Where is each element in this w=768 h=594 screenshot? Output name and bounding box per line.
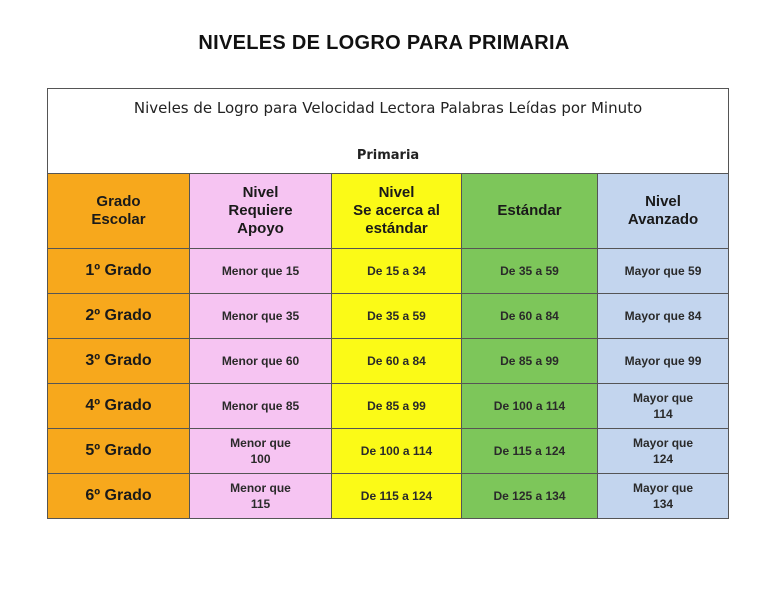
- header-avanzado: [598, 174, 729, 249]
- table-row: [48, 474, 729, 519]
- apoyo-cell: [190, 474, 332, 519]
- header-line: Estándar: [497, 202, 562, 219]
- cell-line: 124: [653, 452, 674, 466]
- table-subcaption: Primaria: [356, 148, 420, 163]
- levels-table: [47, 88, 729, 519]
- acerca-cell: De 35 a 59: [332, 294, 462, 339]
- header-grado-escolar: [48, 174, 190, 249]
- table-row: [48, 249, 729, 294]
- cell-line: Mayor que: [633, 481, 694, 495]
- header-line: Nivel: [645, 193, 681, 210]
- cell-line: 114: [653, 407, 673, 421]
- grade-cell: 4º Grado: [48, 384, 190, 429]
- cell-line: Mayor que: [633, 436, 694, 450]
- table-row: [48, 384, 729, 429]
- avanzado-cell: [598, 384, 729, 429]
- header-row: [48, 174, 729, 249]
- grade-cell: 3º Grado: [48, 339, 190, 384]
- acerca-cell: De 60 a 84: [332, 339, 462, 384]
- apoyo-cell: [190, 294, 332, 339]
- estandar-cell: De 35 a 59: [462, 249, 598, 294]
- header-line: estándar: [365, 220, 428, 237]
- header-line: Nivel: [378, 184, 415, 201]
- avanzado-cell: [598, 339, 729, 384]
- cell-line: Menor que 60: [221, 354, 300, 368]
- header-line: Escolar: [91, 211, 146, 228]
- acerca-cell: De 115 a 124: [332, 474, 462, 519]
- table-row: [48, 294, 729, 339]
- cell-line: Mayor que: [633, 391, 694, 405]
- table-row: [48, 429, 729, 474]
- header-line: Se acerca al: [353, 202, 440, 219]
- avanzado-cell: [598, 474, 729, 519]
- avanzado-cell: [598, 429, 729, 474]
- apoyo-cell: [190, 384, 332, 429]
- apoyo-cell: [190, 429, 332, 474]
- avanzado-cell: [598, 294, 729, 339]
- header-estandar: [462, 174, 598, 249]
- cell-line: 115: [250, 497, 271, 511]
- table-row: [48, 339, 729, 384]
- estandar-cell: De 60 a 84: [462, 294, 598, 339]
- cell-line: Mayor que 59: [624, 264, 702, 278]
- cell-line: Menor que 15: [221, 264, 300, 278]
- header-line: Avanzado: [627, 211, 699, 228]
- cell-line: Mayor que 99: [624, 354, 702, 368]
- table-caption: Niveles de Logro para Velocidad Lectora Palabras Leídas por Minuto: [133, 99, 643, 117]
- avanzado-cell: [598, 249, 729, 294]
- caption-cell: [48, 89, 729, 174]
- cell-line: Menor que 85: [221, 399, 300, 413]
- estandar-cell: De 125 a 134: [462, 474, 598, 519]
- cell-line: Menor que 35: [221, 309, 300, 323]
- cell-line: Menor que: [230, 436, 291, 450]
- header-line: Grado: [96, 193, 141, 210]
- apoyo-cell: [190, 249, 332, 294]
- cell-line: 134: [653, 497, 674, 511]
- page-title: NIVELES DE LOGRO PARA PRIMARIA: [198, 32, 570, 54]
- grade-cell: 6º Grado: [48, 474, 190, 519]
- acerca-cell: De 100 a 114: [332, 429, 462, 474]
- grade-cell: 5º Grado: [48, 429, 190, 474]
- estandar-cell: De 85 a 99: [462, 339, 598, 384]
- estandar-cell: De 115 a 124: [462, 429, 598, 474]
- header-line: Requiere: [228, 202, 293, 219]
- header-se-acerca: [332, 174, 462, 249]
- header-line: Nivel: [242, 184, 279, 201]
- cell-line: 100: [250, 452, 271, 466]
- cell-line: Mayor que 84: [624, 309, 702, 323]
- grade-cell: 1º Grado: [48, 249, 190, 294]
- estandar-cell: De 100 a 114: [462, 384, 598, 429]
- header-line: Apoyo: [237, 220, 284, 237]
- header-requiere-apoyo: [190, 174, 332, 249]
- grade-cell: 2º Grado: [48, 294, 190, 339]
- caption-row: [48, 89, 729, 174]
- apoyo-cell: [190, 339, 332, 384]
- acerca-cell: De 15 a 34: [332, 249, 462, 294]
- cell-line: Menor que: [230, 481, 291, 495]
- acerca-cell: De 85 a 99: [332, 384, 462, 429]
